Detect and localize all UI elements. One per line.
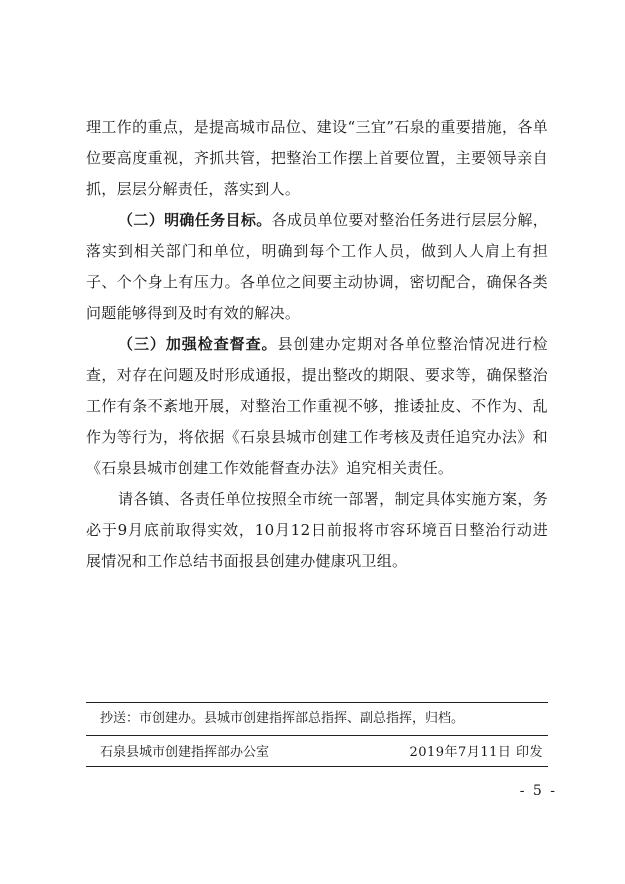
section-heading-2: （二）明确任务目标。 (118, 211, 272, 229)
section-heading-3: （三）加强检查督查。 (118, 335, 278, 353)
footer-top-rule (86, 702, 548, 703)
paragraph-1: 理工作的重点，是提高城市品位、建设“三宜”石泉的重要措施，各单位要高度重视，齐抓共管，把整治工作摆上首要位置，主要领导亲自抓，层层分解责任，落实到人。 (86, 118, 548, 198)
cc-recipients: 市创建办。县城市创建指挥部总指挥、副总指挥，归档。 (139, 711, 465, 726)
paragraph-3-text: 县创建办定期对各单位整治情况进行检查，对存在问题及时形成通报，提出整改的期限、要求等，确保整治工作有条不紊地开展，对整治工作重视不够，推诿扯皮、不作为、乱作为等行为，将依据《石泉县城市创建工作考核及责任追究办法》和《石泉县城市创建工作效能督查办法》追究相关责任。 (86, 335, 548, 477)
issue-date: 2019年7月11日 印发 (409, 745, 543, 760)
issuing-office: 石泉县城市创建指挥部办公室 (100, 745, 270, 760)
paragraph-4: 请各镇、各责任单位按照全市统一部署，制定具体实施方案，务必于9月底前取得实效，10月12日前报将市容环境百日整治行动进展情况和工作总结书面报县创建办健康巩卫组。 (86, 490, 548, 570)
paragraph-2 (86, 205, 548, 329)
footer-bottom-rule (86, 766, 548, 767)
footer-middle-rule (86, 735, 548, 736)
paragraph-3 (86, 329, 548, 484)
document-body (86, 112, 548, 577)
paragraph-2-text: 各成员单位要对整治任务进行层层分解，落实到相关部门和单位，明确到每个工作人员，做到人人肩上有担子、个个身上有压力。各单位之间要主动协调，密切配合，确保各类问题能够得到及时有效的解决。 (86, 211, 548, 322)
cc-line (100, 710, 540, 728)
cc-label: 抄送： (100, 711, 140, 726)
page-number: - 5 - (519, 783, 557, 799)
